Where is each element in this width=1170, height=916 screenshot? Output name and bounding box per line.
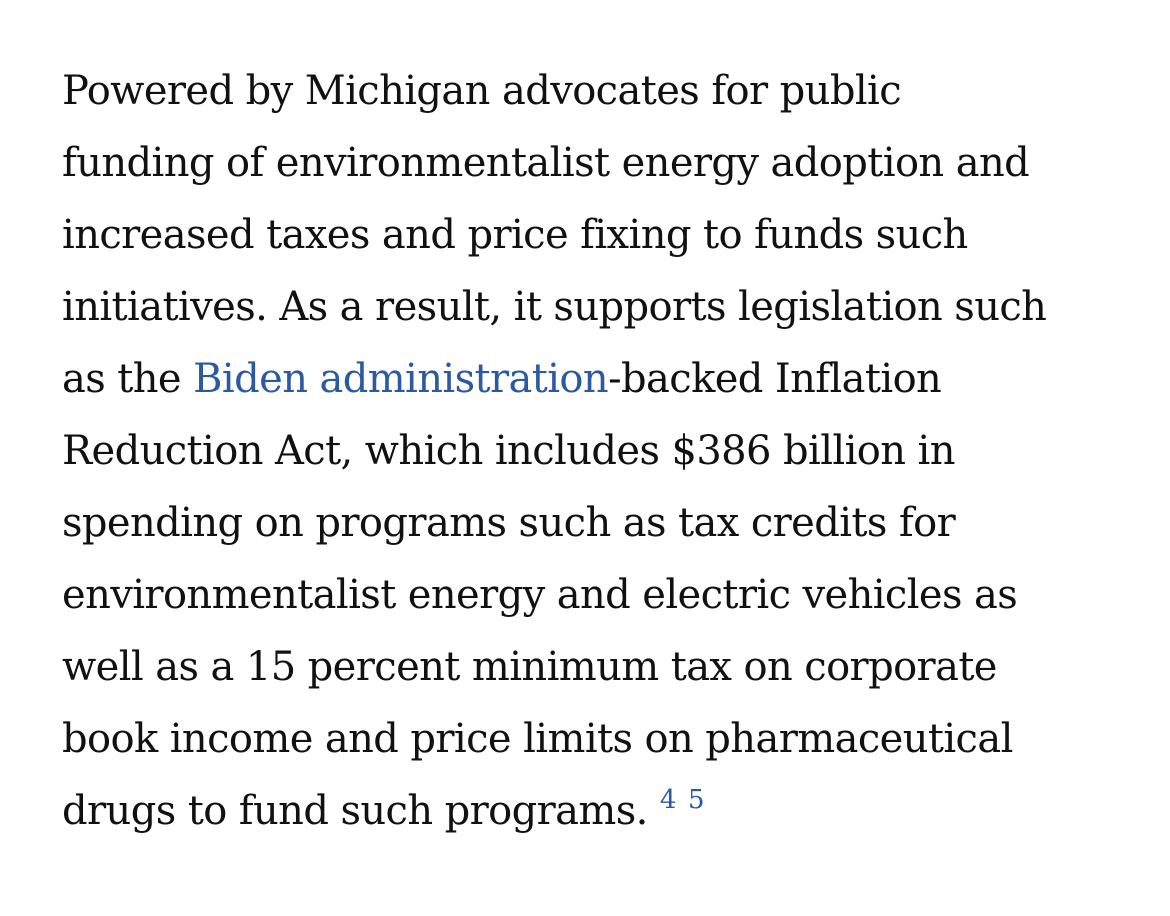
text-line: spending on programs such as tax credits for: [62, 500, 956, 546]
text-line: Reduction Act, which includes $386 billion in: [62, 428, 955, 474]
text-line: well as a 15 percent minimum tax on corporate: [62, 644, 997, 690]
article-body: [62, 55, 1142, 847]
paragraph: [62, 55, 1142, 847]
text-line-with-link: [62, 343, 1142, 415]
text-line: funding of environmentalist energy adoption and: [62, 140, 1030, 186]
text-segment: -backed Inflation: [608, 356, 942, 402]
reference-5-link[interactable]: 5: [687, 785, 704, 815]
text-line: increased taxes and price fixing to funds such: [62, 212, 968, 258]
text-line: initiatives. As a result, it supports legislation such: [62, 284, 1047, 330]
text-line: book income and price limits on pharmaceutical: [62, 716, 1013, 762]
text-segment: drugs to fund such programs.: [62, 788, 648, 834]
text-segment: as the: [62, 356, 194, 402]
biden-administration-link[interactable]: Biden administration: [193, 356, 609, 402]
text-line: Powered by Michigan advocates for public: [62, 68, 902, 114]
text-line-last: [62, 775, 1142, 847]
text-line: environmentalist energy and electric vehicles as: [62, 572, 1018, 618]
reference-4-link[interactable]: 4: [659, 785, 676, 815]
